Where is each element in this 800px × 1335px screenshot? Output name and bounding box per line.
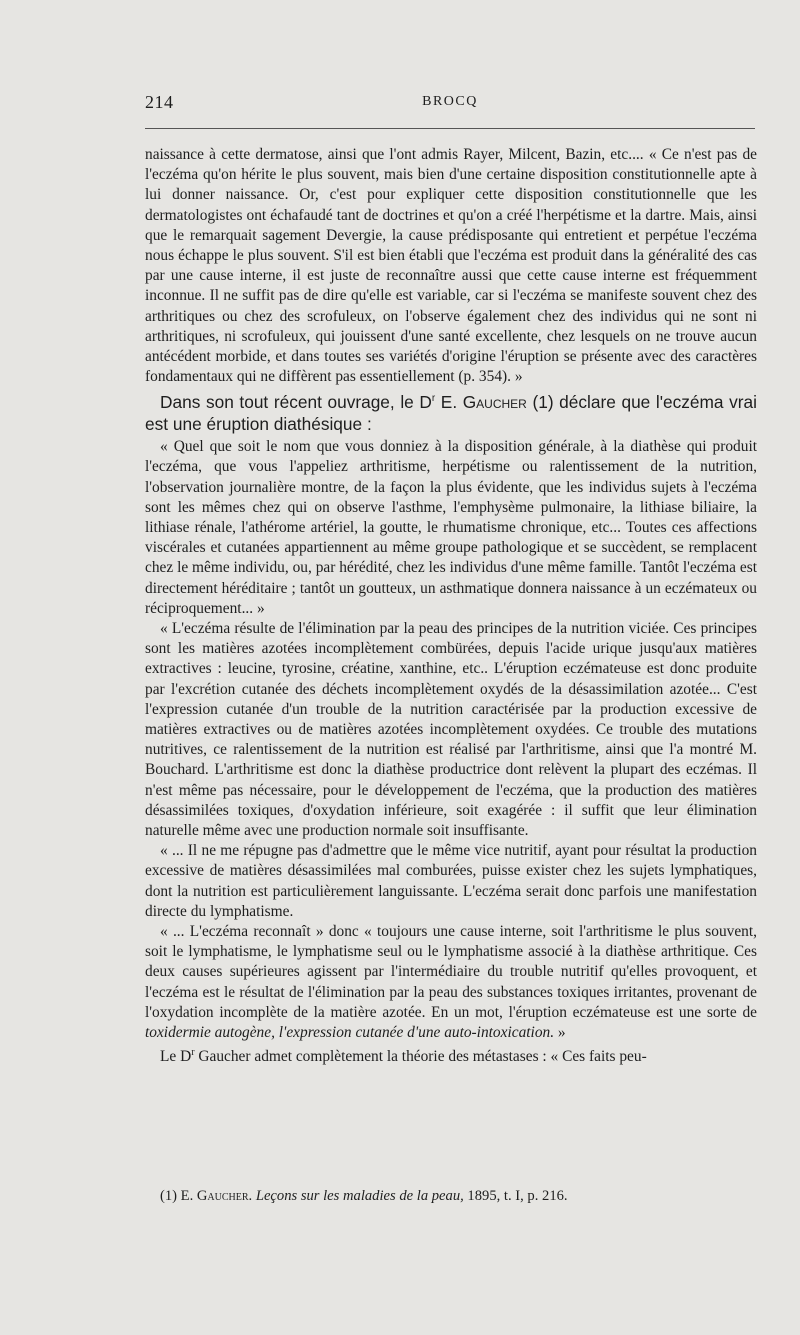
footnote [160,1187,760,1205]
paragraph-gaucher-intro [145,388,757,435]
footnote-title: Leçons sur les maladies de la peau, [252,1188,464,1204]
header-rule [145,128,755,129]
superscript: r [191,1047,195,1059]
text-span: Le D [160,1048,192,1066]
paragraph: « L'eczéma résulte de l'élimination par la peau des principes de la nutrition viciée. Ces principes sont les matières azotées incomplètement combürées, depuis l'acide urique jusqu'aux matières extractives : leucine, tyrosine, créatine, xanthine, etc.. L'éruption eczémateuse est donc produite par l'excrétion cutanée des déchets incomplètement oxydés de la désassimilation azotée... C'est l'expression cutanée d'un trouble de la nutrition caractérisée par la production excessive de matières extractives ou de matières azotées incomplètement oxydées. Ce trouble des mutations nutritives, ce ralentissement de la nutrition est réalisé par l'arthritisme, ainsi que l'a montré M. Bouchard. L'arthritisme est donc la diathèse productrice dont relèvent la plupart des eczémas. Il n'est même pas nécessaire, pour le développement de l'eczéma, que la production des matières désassimilées toxiques, d'oxydation inférieure, soit exagérée : il suffit que leur élimination naturelle même avec une production normale soit insuffisante. [145,620,757,840]
paragraph: « Quel que soit le nom que vous donniez à la disposition générale, à la diathèse qui produit l'eczéma, que vous l'appeliez arthritisme, herpétisme ou ralentissement de la nutrition, l'observation journalière montre, de la façon la plus évidente, que les individus sujets à l'eczéma sont les mêmes chez qui on observe l'asthme, l'emphysème pulmonaire, la lithiase biliaire, la lithiase rénale, l'athérome artériel, la goutte, le rhumatisme chronique, etc... Toutes ces affections viscérales et cutanées appartiennent au même groupe pathologique et se succèdent, se remplacent chez le même individu, ou, par hérédité, chez les individus d'une même famille. Tantôt l'eczéma est directement héréditaire ; tantôt un goutteux, un asthmatique donnera naissance à un eczémateux ou réciproquement... » [145,438,757,617]
running-head: BROCQ [422,94,478,109]
text-span: Dans son tout récent ouvrage, le D [160,392,432,413]
superscript: r [431,393,436,405]
text-span: (1) déclare que l'eczéma vrai est une éruption diathésique : [145,392,757,435]
page-header [145,92,755,116]
text-span: » [554,1024,566,1042]
footnote-author: E. Gaucher. [180,1188,253,1204]
paragraph: naissance à cette dermatose, ainsi que l'ont admis Rayer, Milcent, Bazin, etc.... « Ce n'est pas de l'eczéma qu'on hérite le plus souvent, mais bien d'une certaine disposition constitutionnelle apte à lui donner naissance. Or, c'est pour expliquer cette disposition constitutionnelle que les dermatologistes ont échafaudé tant de doctrines et qu'on a créé l'herpétisme et la dartre. Mais, ainsi que le remarquait sagement Devergie, la cause prédisposante qui entretient et perpétue l'eczéma nous échappe le plus souvent. S'il est bien établi que l'eczéma est produit dans la généralité des cas par une cause interne, il est juste de reconnaître aussi que cette cause interne est fréquemment inconnue. Il ne suffit pas de dire qu'elle est variable, car si l'eczéma se manifeste souvent chez des arthritiques ou chez des scrofuleux, on l'observe également chez des individus qui ne sont ni arthritiques, ni scrofuleux, qui jouissent d'une santé excellente, chez lesquels on ne trouve aucun antécédent morbide, et dans toutes ses variétés d'origine l'éruption se présente avec des caractères fondamentaux qui ne diffèrent pas essentiellement (p. 354). » [145,146,757,386]
paragraph [145,1043,757,1067]
author-name: E. Gaucher [435,392,527,413]
text-span: Gaucher admet complètement la théorie des métastases : « Ces faits peu- [194,1048,647,1066]
body-text [145,145,757,1068]
paragraph: « ... Il ne me répugne pas d'admettre que le même vice nutritif, ayant pour résultat la production excessive de matières désassimilées mal comburées, puisse exister chez les sujets lymphatiques, dont la nutrition est particulièrement languissante. L'eczéma serait donc parfois une manifestation directe du lymphatisme. [145,842,757,920]
page-number: 214 [145,92,174,112]
footnote-marker: (1) [160,1188,181,1204]
footnote-details: 1895, t. I, p. 216. [463,1188,568,1204]
text-span: « ... L'eczéma reconnaît » donc « toujours une cause interne, soit l'arthritisme le plus souvent, soit le lymphatisme, le lymphatisme seul ou le lymphatisme associé à la diathèse arthritique. Ces deux causes supérieures agissent par l'intermédiaire du trouble nutritif qu'elles provoquent, et l'eczéma est le résultat de l'élimination par la peau des substances toxiques irritantes, provenant de l'oxydation incomplète de la matière azotée. En un mot, l'éruption eczémateuse est une sorte de [145,923,757,1021]
paragraph [145,922,757,1043]
italic-span: toxidermie autogène, l'expression cutanée d'une auto-intoxication. [145,1024,555,1042]
